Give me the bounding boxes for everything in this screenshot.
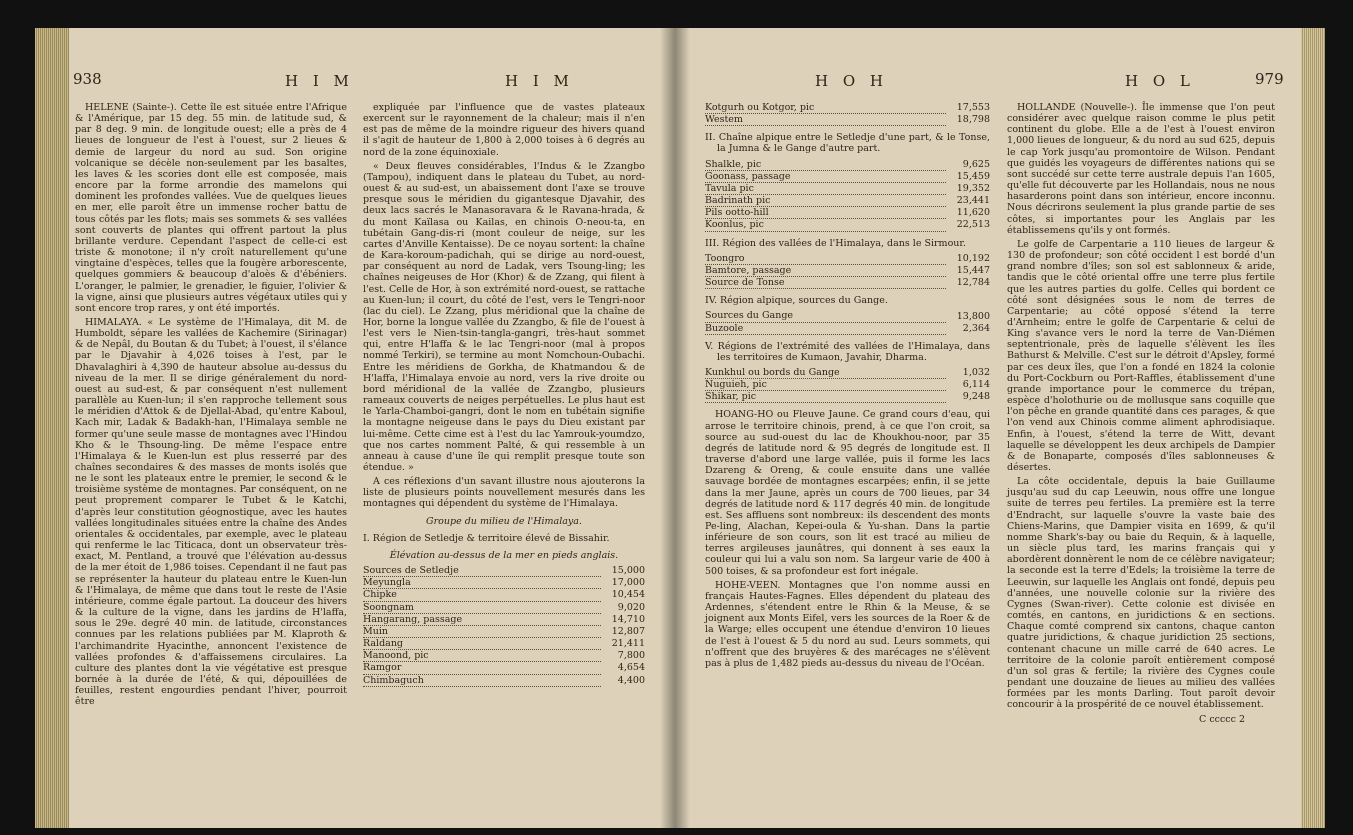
group-title: Groupe du milieu de l'Himalaya. (426, 515, 582, 527)
table-row (705, 182, 990, 194)
table-row (705, 310, 990, 322)
table-cell-name: Hangarang, passage (363, 613, 601, 625)
table-cell-value: 15,447 (956, 264, 990, 276)
table-cell-value: 17,553 (956, 102, 990, 114)
table-row (363, 613, 645, 625)
table-cell-name: Shikar, pic (705, 391, 946, 403)
table-row (363, 650, 645, 662)
table-row (363, 577, 645, 589)
table-cell-name: Chipke (363, 589, 601, 601)
table-cell-value: 23,441 (956, 195, 990, 207)
entry-head: HOLLANDE (1017, 102, 1076, 113)
table-cell-name: Shalkle, pic (705, 159, 946, 171)
table-row (705, 219, 990, 231)
table-cell-value: 1,032 (962, 367, 990, 379)
elevation-table (705, 159, 990, 232)
table-cell-value: 17,000 (611, 577, 645, 589)
paragraph: A ces réflexions d'un savant illustre nous ajouterons la liste de plusieurs points nouvellement mesurés dans les montagnes qui dépendent du système de l'Himalaya. (363, 476, 645, 510)
paragraph: expliquée par l'influence que de vastes plateaux exercent sur le rayonnement de la chaleur; mais il n'en est pas de même de la moindre rigueur des hivers quand il s'agit de hauteur de 1,800 à 2,000 toises à 6 degrés au nord de la zone équinoxiale. (363, 102, 645, 158)
table-cell-value: 7,800 (617, 650, 645, 662)
table-cell-value: 13,800 (956, 310, 990, 322)
entry-text: « Le système de l'Himalaya, dit M. de Humboldt, sépare les vallées de Kachemire (Sirinagar) & de Nepâl, du Boutan & du Tubet; à l'ouest, il s'élance par le Djavahir à 4,026 toises à l'est, par le Dhavalaghiri à 4,390 de hauteur absolue au-dessus du niveau de la mer. Il se dirige généralement du nord-ouest au sud-est, & par conséquent n'est nullement parallèle au Kuen-lun; il s'en rapproche tellement sous le méridien d'Attok & de Djellal-Abad, qu'entre Kaboul, Kach mir, Ladak & Badakh-han, l'Himalaya semble ne former qu'une seule masse de montagnes avec l'Hindou Kho & le Thsoung-ling. De même l'espace entre l'Himalaya & le Kuen-lun est plus resserré par des chaînes secondaires & des masses de monts isolés que ne le sont les plateaux entre le premier, le second & le troisième système de montagnes. Par conséquent, on ne peut proprement comparer le Tubet & le Katchi, d'après leur constitution géognostique, avec les hautes vallées longitudinales situées entre la chaîne des Andes orientales & occidentales, par exemple, avec le plateau qui renferme le lac Titicaca, dont un observateur très-exact, M. Pentland, a trouvé que l'élévation au-dessus de la mer étoit de 1,986 toises. Cependant il ne faut pas se représenter la hauteur du plateau entre le Kuen-lun & l'Himalaya, de même que dans tout le reste de l'Asie intérieure, comme égale partout. La douceur des hivers & la culture de la vigne, dans les jardins de H'laffa, sous le 29e. degré 40 min. de latitude, circonstances connues par les relations publiées par M. Klaproth & l'archimandrite Hyacinthe, annoncent l'existence de vallées profondes & d'affaissemens circulaires. La culture des plantes dont la vie végétative est presque bornée à la durée de l'été, & qui, dépouillées de feuilles, restent engourdies pendant l'hiver, pourroit être (75, 316, 347, 708)
region-title: V. Régions de l'extrémité des vallées de l'Himalaya, dans les territoires de Kumaon, Javahir, Dharma. (705, 340, 990, 363)
entry-head: HOANG-HO (715, 409, 774, 421)
table-cell-name: Nuguieh, pic (705, 379, 946, 391)
left-running-head-left: H I M (285, 72, 354, 90)
table-cell-name: Kunkhul ou bords du Gange (705, 367, 946, 379)
entry-himalaya (75, 317, 347, 707)
table-cell-name: Sources du Gange (705, 310, 946, 322)
paragraph (1007, 239, 1275, 473)
book-gutter (660, 28, 690, 828)
right-running-head-right: H O L (1125, 72, 1195, 90)
table-cell-name: Goonass, passage (705, 170, 946, 182)
table-cell-name: Kotgurh ou Kotgor, pic (705, 102, 946, 114)
region-title: II. Chaîne alpique entre le Setledje d'une part, & le Tonse, la Jumna & le Gange d'autre part. (705, 132, 990, 155)
region-title: III. Région des vallées de l'Himalaya, dans le Sirmour. (705, 237, 966, 249)
table-row (363, 625, 645, 637)
right-page (675, 28, 1325, 828)
table-cell-value: 12,784 (956, 277, 990, 289)
table-cell-value: 2,364 (962, 322, 990, 334)
elevation-table (705, 367, 990, 403)
left-running-head-right: H I M (505, 72, 574, 90)
table-row (705, 391, 990, 403)
open-book (35, 28, 1325, 828)
table-cell-name: Koonlus, pic (705, 219, 946, 231)
table-cell-value: 6,114 (962, 379, 990, 391)
table-row (363, 662, 645, 674)
table-cell-name: Tavula pic (705, 182, 946, 194)
table-cell-name: Manoond, pic (363, 650, 601, 662)
right-running-head-left: H O H (815, 72, 888, 90)
table-cell-value: 4,654 (617, 662, 645, 674)
region-title: IV. Région alpique, sources du Gange. (705, 295, 888, 307)
elevation-table-continued (705, 102, 990, 126)
entry-text: ou Fleuve Jaune. Ce grand cours d'eau, qui arrose le territoire chinois, prend, à ce que l'on croit, sa source au sud-ouest du lac de Khoukhou-noor, par 35 degrés de latitude nord & 95 degrés de longitude est. Il traverse d'abord une large vallée, puis il forme les lacs Dzareng & Oreng, & coule ensuite dans une vallée sauvage bordée de montagnes escarpées; enfin, il se jette dans la mer Jaune, après un cours de 700 lieues, par 34 degrés de latitude nord & 117 degrés 40 min. de longitude est. Ses affluens sont nombreux: ils descendent des monts Pe-ling, Alachan, Kepei-oula & Yu-shan. Dans la partie inférieure de son cours, son lit est tracé au milieu de terres argileuses jaunâtres, qui donnent à ses eaux la couleur qui lui a valu son nom. Sa largeur varie de 400 à 500 toises, & sa profondeur est fort inégale. (705, 409, 990, 577)
printer-signature: C ccccc 2 (1199, 714, 1245, 726)
table-cell-name: Muin (363, 625, 601, 637)
table-cell-value: 22,513 (956, 219, 990, 231)
entry-head: HELENE (85, 102, 129, 113)
entry-hohe-veen (705, 580, 990, 669)
table-row (705, 159, 990, 171)
table-cell-value: 15,459 (956, 170, 990, 182)
table-cell-name: Toongro (705, 253, 946, 265)
table-row (363, 565, 645, 577)
left-page-edge (35, 28, 69, 828)
table-cell-value: 11,620 (956, 207, 990, 219)
table-cell-value: 9,020 (617, 601, 645, 613)
paragraph (1007, 476, 1275, 710)
table-cell-name: Badrinath pic (705, 195, 946, 207)
elevation-caption: Élévation au-dessus de la mer en pieds anglais. (389, 549, 619, 561)
table-row (363, 601, 645, 613)
table-row (705, 102, 990, 114)
table-row (705, 170, 990, 182)
table-cell-value: 9,248 (962, 391, 990, 403)
right-page-number: 979 (1255, 70, 1284, 88)
entry-text: (Sainte-). Cette île est située entre l'Afrique & l'Amérique, par 15 deg. 55 min. de latitude sud, & par 8 deg. 9 min. de longitude ouest; elle a près de 4 lieues de longueur de l'est à l'ouest, sur 2 lieues & demie de largeur du nord au sud. Son origine volcanique se décèle non-seulement par les basaltes, les laves & les scories dont elle est composée, mais encore par la forme arrondie des mamelons qui dominent les profondes vallées. Vue de quelques lieues en mer, elle paroît être un immense rocher battu de tous côtés par les flots; mais ses sommets & ses vallées sont couverts de plantes qui offrent partout la plus brillante verdure. Cependant l'aspect de celle-ci est triste & monotone; il n'y croît naturellement qu'une vingtaine d'espèces, telles que la fougère arborescente, quelques gommiers & beaucoup d'aloès & d'ébéniers. L'oranger, le palmier, le grenadier, le figuier, l'olivier & la vigne, ainsi que plusieurs autres végétaux utiles qui y sont encore trop rares, y ont été importés. (75, 102, 347, 314)
table-row (705, 379, 990, 391)
table-cell-name: Pils ootto-hill (705, 207, 946, 219)
table-row (705, 207, 990, 219)
table-row (363, 674, 645, 686)
table-cell-value: 12,807 (611, 625, 645, 637)
table-cell-name: Sources de Setledje (363, 565, 601, 577)
table-row (705, 253, 990, 265)
right-page-edge (1301, 28, 1325, 828)
entry-text: (Nouvelle-). Île immense que l'on peut considérer avec quelque raison comme le plus petit continent du globe. Elle a de l'est à l'ouest environ 1,000 lieues de longueur, & du nord au sud 625, depuis le cap York jusqu'au promontoire de Wilson. Pendant que guidés les voyageurs de différentes nations qui se sont succédé sur cette terre australe depuis l'an 1605, qu'elle fut découverte par les Hollandais, nous ne nous hasarderons point dans son intérieur, encore inconnu. Nous décrirons seulement la plus grande partie de ses côtes, si importantes pour les Anglais par les établissemens qu'ils y ont formés. (1007, 102, 1275, 236)
table-row (705, 195, 990, 207)
table-row (363, 638, 645, 650)
region-title: I. Région de Setledje & territoire élevé de Bissahir. (363, 532, 610, 544)
left-column-2 (363, 102, 645, 687)
table-row (705, 277, 990, 289)
entry-text: Montagnes que l'on nomme aussi en français Hautes-Fagnes. Elles dépendent du plateau des Ardennes, s'étendent entre le Rhin & la Meuse, & se joignent aux Monts Eifel, vers les sources de la Roer & de la Warge; elles occupent une étendue d'environ 10 lieues de l'est à l'ouest & 5 du nord au sud. Leurs sommets, qui n'offrent que des bruyères & des marécages ne s'élèvent pas à plus de 1,482 pieds au-dessus du niveau de l'Océan. (705, 579, 990, 669)
entry-hollande (1007, 102, 1275, 236)
right-column-1 (705, 102, 990, 672)
table-cell-value: 10,454 (611, 589, 645, 601)
entry-head: HIMALAYA. (85, 316, 142, 328)
table-row (705, 114, 990, 126)
entry-hoang-ho (705, 409, 990, 576)
table-cell-name: Raldang (363, 638, 601, 650)
table-cell-name: Soongnam (363, 601, 601, 613)
table-row (363, 589, 645, 601)
paragraph: « Deux fleuves considérables, l'Indus & le Zzangbo (Tampou), indiquent dans le plateau du Tubet, au nord-ouest & au sud-est, un abaissement dont l'axe se trouve presque sous le méridien du gigantesque Djavahir, des deux lacs sacrés le Manasoravara & le Ravana-hrada, & du mont Kaïlasa ou Kailas, en chinois O-neou-ta, en tubétain Gang-dis-ri (mont couleur de neige, sur les cartes d'Anville Kentaisse). De ce noyau sortent: la chaîne de Kara-koroum-padichah, qui se dirige au nord-ouest, par conséquent au nord de Ladak, vers Tsoung-ling; les chaînes neigeuses de Hor (Khor) & de Zzang, qui filent à l'est. Celle de Hor, à son extrémité nord-ouest, se rattache au Kuen-lun; il court, du côté de l'est, vers le Tengri-noor (lac du ciel). Le Zzang, plus méridional que la chaîne de Hor, borne la longue vallée du Zzangbo, & file de l'ouest à l'est vers le Nien-tsin-tangla-gangri, très-haut sommet qui, entre H'laffa & le lac Tengri-noor (mal à propos nommé Terkiri), se termine au mont Nomchoun-Oubachi. Entre les méridiens de Gorkha, de Khatmandou & de H'laffa, l'Himalaya envoie au nord, vers la rive droite ou bord méridional de la vallée de Zzangbo, plusieurs rameaux couverts de neiges perpétuelles. Le plus haut est le Yarla-Chamboi-gangri, dont le nom en tubétain signifie la montagne neigeuse dans le pays du Dieu existant par lui-même. Cette cime est à l'est du lac Yamrouk-youmdzo, que nos cartes nomment Palté, & qui ressemble à un anneau à cause d'une île qui remplit presque toute son étendue. » (363, 160, 645, 473)
table-cell-name: Ramgor (363, 662, 601, 674)
table-row (705, 367, 990, 379)
table-cell-value: 21,411 (611, 638, 645, 650)
left-page-number: 938 (73, 70, 102, 88)
table-cell-name: Source de Tonse (705, 277, 946, 289)
table-cell-value: 10,192 (956, 252, 990, 264)
entry-text: La côte occidentale, depuis la baie Guillaume jusqu'au sud du cap Leeuwin, nous offre une longue suite de terres peu fertiles. La première est la terre d'Endracht, sur laquelle s'ouvre la vaste baie des Chiens-Marins, que Dampier visita en 1699, & qu'il nomme Shark's-bay ou baie du Requin, & à laquelle, un siècle plus tard, les marins français qui y abordèrent donnèrent le nom de ce célèbre navigateur; la seconde est la terre d'Edels; la troisième la terre de Leeuwin, sur laquelle les Anglais ont fondé, depuis peu d'années, une nouvelle colonie sur la rivière des Cygnes (Swan-river). Cette colonie est divisée en comtés, en cantons, en juridictions & en sections. Chaque comté comprend six cantons, chaque canton quatre juridictions, & chaque juridiction 25 sections, contenant chacune un mille carré de 640 acres. Le territoire de la colonie paroît entièrement composé d'un sol gras & fertile; la rivière des Cygnes coule pendant une douzaine de lieues au milieu des vallées formées par les monts Darling. Tout paroît devoir concourir à la prospérité de ce nouvel établissement. (1007, 476, 1275, 711)
table-cell-value: 4,400 (617, 674, 645, 686)
table-cell-value: 19,352 (956, 182, 990, 194)
table-row (705, 264, 990, 276)
entry-text: Le golfe de Carpentarie a 110 lieues de largeur & 130 de profondeur; son côté occident l est bordé d'un grand nombre d'îles; son sol est sablonneux & aride, tandis que le côté oriental offre une terre plus fertile que les autres parties du golfe. Celles qui bordent ce côté sont désignées sous le nom de terres de Carpentarie; au côté opposé s'étend la terre d'Arnheim; entre le golfe de Carpentarie & celui de King s'avance vers le nord la terre de Van-Diémen septentrionale, près de laquelle s'élèvent les îles Bathurst & Melville. C'est sur le détroit d'Apsley, formé par ces deux îles, que l'on a fondé en 1824 la colonie du Port-Cockburn ou Port-Raffles, établissement d'une grande importance pour le commerce du trépan, espèce d'holothurie ou de mollusque sans coquille que l'on pêche en grande quantité dans ces parages, & que l'on vend aux Chinois comme aliment aphrodisiaque. Enfin, à l'ouest, s'étend la terre de Witt, devant laquelle se développent les deux archipels de Dampier & de Bonaparte, composés d'îles sablonneuses & désertes. (1007, 238, 1275, 473)
right-column-2 (1007, 102, 1275, 726)
table-row (705, 322, 990, 334)
entry-helene (75, 102, 347, 314)
table-cell-name: Westem (705, 114, 946, 126)
left-column-1 (75, 102, 347, 710)
table-cell-name: Buzoole (705, 322, 946, 334)
table-cell-value: 14,710 (611, 613, 645, 625)
elevation-table (705, 253, 990, 289)
table-cell-value: 15,000 (611, 565, 645, 577)
elevation-table (705, 310, 990, 334)
table-cell-name: Chimbaguch (363, 674, 601, 686)
table-cell-value: 18,798 (956, 114, 990, 126)
table-cell-value: 9,625 (962, 158, 990, 170)
left-page (35, 28, 675, 828)
table-cell-name: Meyungla (363, 577, 601, 589)
entry-head: HOHE-VEEN. (715, 579, 781, 591)
elevation-table (363, 565, 645, 687)
table-cell-name: Bamtore, passage (705, 264, 946, 276)
